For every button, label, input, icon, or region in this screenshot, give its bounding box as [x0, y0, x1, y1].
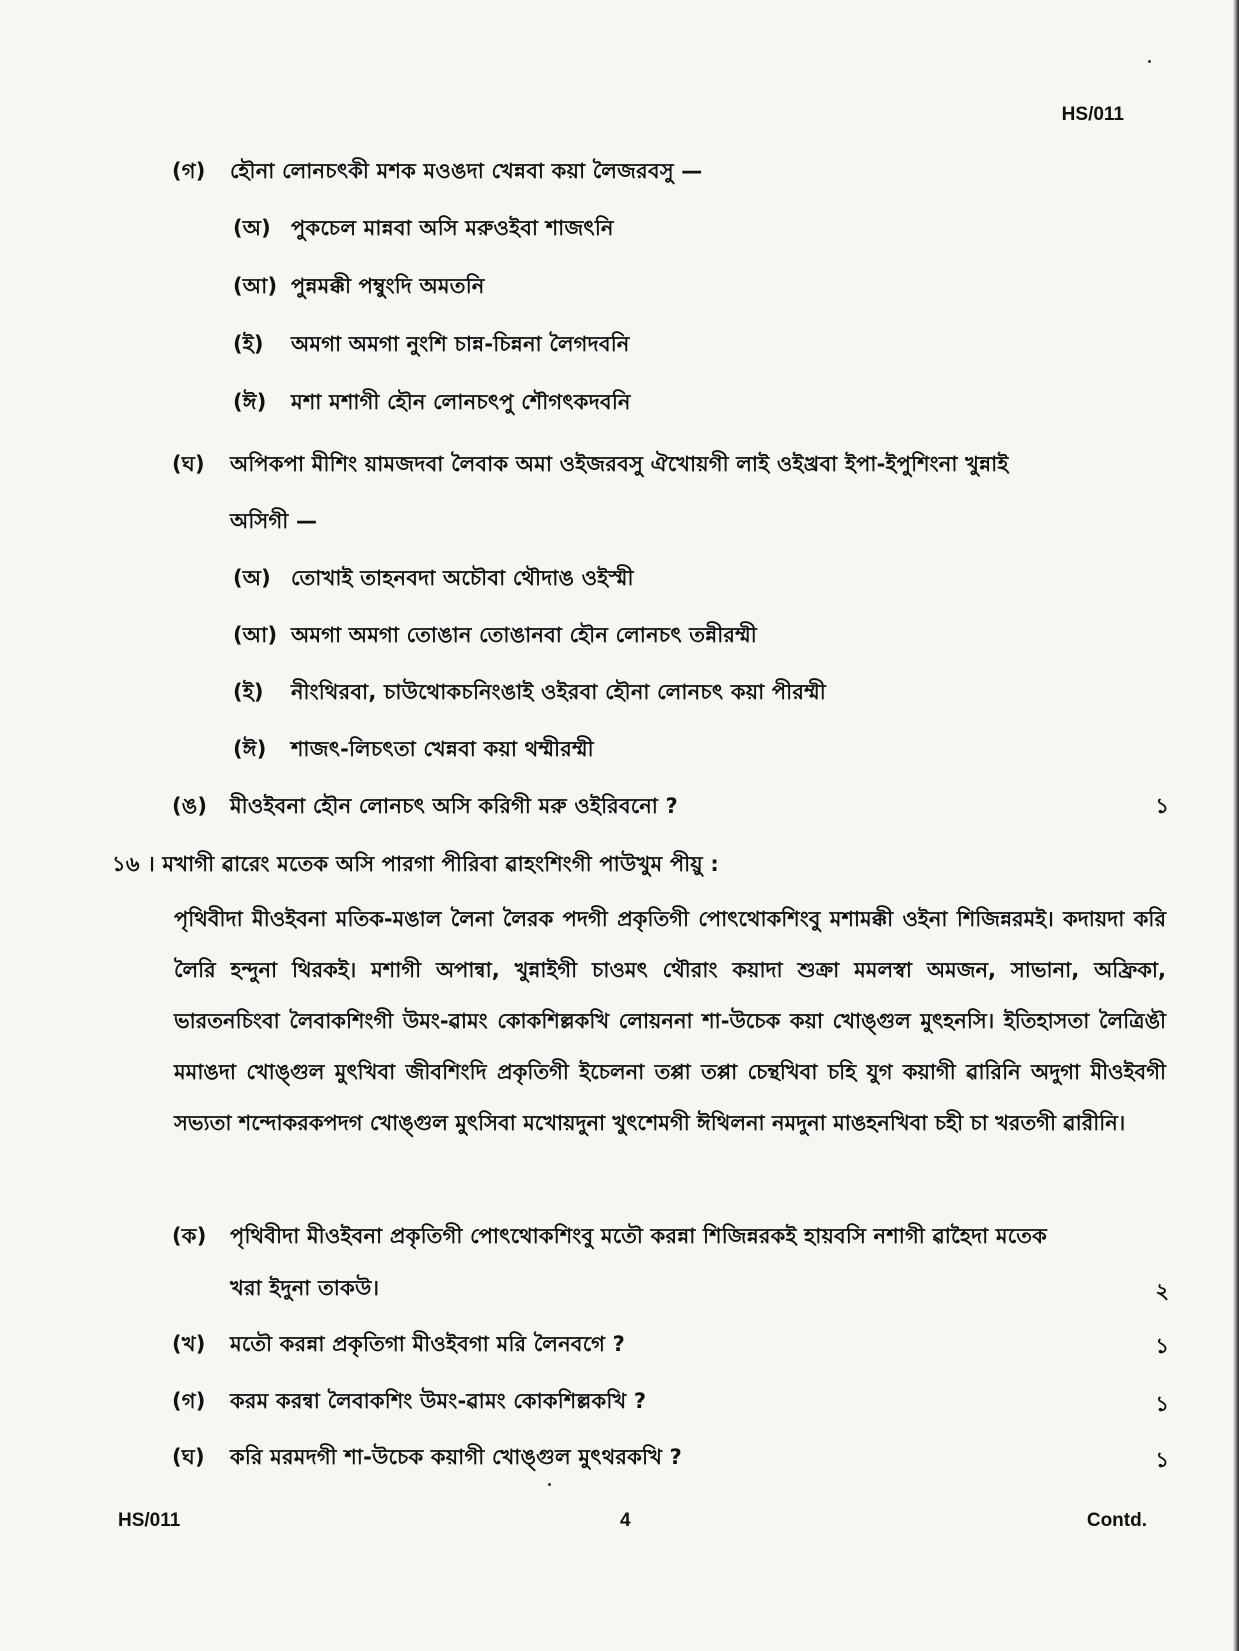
header-paper-code: HS/011	[1061, 104, 1124, 125]
q15-gha-option	[233, 676, 826, 711]
q16-gha-marks: ১	[1155, 1448, 1169, 1472]
q15-nga-stem	[172, 790, 678, 825]
q16-number: ১৬ ।	[112, 852, 155, 876]
question-text: করম করন্বা লৈবাকশিং উমং-ৱামং কোকশিল্লকখি ?	[230, 1389, 647, 1413]
footer-page-number: 4	[620, 1510, 631, 1531]
q16-gha-stem	[172, 1441, 682, 1476]
q16-ka-text-line2: খরা ইদুনা তাকউ।	[230, 1276, 380, 1300]
option-label: (ঈ)	[233, 737, 267, 761]
scan-edge-shadow	[1233, 0, 1239, 1651]
q15-gha-stem	[172, 448, 1009, 483]
q15-ga-option	[233, 212, 614, 247]
footer-paper-code: HS/011	[118, 1510, 181, 1531]
q15-ga-text: হৌনা লোনচৎকী মশক মওঙদা খেন্নবা কয়া লৈজরবসু —	[230, 159, 703, 183]
q16-kha-stem	[172, 1328, 625, 1363]
q15-ga-stem	[172, 155, 703, 190]
scan-speck	[548, 1483, 551, 1486]
question-label: (ক)	[172, 1224, 207, 1248]
option-text: পুকচেল মান্নবা অসি মরুওইবা শাজৎনি	[291, 216, 614, 240]
option-text: অমগা অমগা নুংশি চান্ন-চিন্ননা লৈগদবনি	[291, 332, 630, 356]
q15-ga-option	[233, 270, 484, 305]
option-text: শাজৎ-লিচৎতা খেন্নবা কয়া থম্মীরম্মী	[291, 737, 594, 761]
q15-gha-option	[233, 619, 757, 654]
option-text: নীংথিরবা, চাউথোকচনিংঙাই ওইরবা হৌনা লোনচৎ কয়া পীরম্মী	[291, 680, 826, 704]
q15-gha-text-line1: অপিকপা মীশিং য়ামজদবা লৈবাক অমা ওইজরবসু ঐখোয়গী লাই ওইখ্রবা ইপা-ইপুশিংনা খুন্নাই	[230, 452, 1009, 476]
q15-ga-option	[233, 386, 631, 421]
q15-gha-option	[233, 733, 594, 768]
option-label: (ই)	[233, 680, 264, 704]
q15-ga-option	[233, 328, 630, 363]
q15-nga-marks: ১	[1155, 794, 1169, 818]
option-text: পুন্নমক্কী পম্বুংদি অমতনি	[291, 274, 485, 298]
q16-passage: পৃথিবীদা মীওইবনা মতিক-মঙাল লৈনা লৈরক পদগী প্রকৃতিগী পোৎথোকশিংবু মশামক্কী ওইনা শিজিন্নরমই। কদায়দা করি লৈরি হন্দুনা থিরকই। মশাগী অপান্বা, খুন্নাইগী চাওমৎ থৌরাং কয়াদা শুক্রা মমলস্বা অমজন, সাভানা, অফ্রিকা, ভারতনচিংবা লৈবাকশিংগী উমং-ৱামং কোকশিল্লকখি লোয়ননা শা-উচেক কয়া খোঙ্গুল মুৎহনসি। ইতিহাসতা লৈত্রিঙৗ মমাঙদা খোঙ্গুল মুৎখিবা জীবশিংদি প্রকৃতিগী ইচেলনা তপ্পা তপ্পা চেন্থখিবা চহি যুগ কয়াগী ৱারিনি অদুগা মীওইবগী সভ্যতা শন্দোকরকপদগ খোঙ্গুল মুৎসিবা মখোয়দুনা খুৎশেমগী ঈথিলনা নমদুনা মাঙহনখিবা চহী চা খরতগী ৱারীনি।	[174, 907, 1166, 1135]
question-text: মতৌ করন্না প্রকৃতিগা মীওইবগা মরি লৈনবগে ?	[230, 1332, 625, 1356]
question-label: (ঘ)	[172, 1445, 205, 1469]
q15-gha-option	[233, 562, 634, 597]
q15-gha-text-line2: অসিগী —	[230, 509, 318, 533]
question-label: (খ)	[172, 1332, 206, 1356]
q15-gha-label: (ঘ)	[172, 452, 205, 476]
q16-ga-stem	[172, 1385, 646, 1420]
option-text: মশা মশাগী হৌন লোনচৎপু শৌগৎকদবনি	[291, 390, 631, 414]
q16-heading	[112, 848, 719, 883]
q16-kha-marks: ১	[1155, 1334, 1169, 1358]
option-label: (অ)	[233, 216, 271, 240]
option-label: (অ)	[233, 566, 271, 590]
footer-contd: Contd.	[1086, 1510, 1147, 1531]
option-label: (আ)	[233, 623, 278, 647]
q16-ka-marks: ২	[1155, 1279, 1169, 1303]
q15-nga-label: (ঙ)	[172, 794, 208, 818]
question-text-line1: পৃথিবীদা মীওইবনা প্রকৃতিগী পোৎথোকশিংবু মতৌ করন্না শিজিন্নরকই হায়বসি নশাগী ৱাহৈদা মতেক	[230, 1224, 1048, 1248]
q16-instruction: মখাগী ৱারেং মতেক অসি পারগা পীরিবা ৱাহংশিংগী পাউখুম পীয়ু :	[162, 852, 719, 876]
q16-ga-marks: ১	[1155, 1392, 1169, 1416]
option-text: অমগা অমগা তোঙান তোঙানবা হৌন লোনচৎ তন্নীরম্মী	[291, 623, 757, 647]
q16-ka-stem	[172, 1220, 1047, 1255]
option-label: (ই)	[233, 332, 264, 356]
option-text: তোখাই তাহনবদা অচৌবা থৌদাঙ ওইস্মী	[291, 566, 634, 590]
option-label: (ঈ)	[233, 390, 267, 414]
question-label: (গ)	[172, 1389, 206, 1413]
q15-nga-text: মীওইবনা হৌন লোনচৎ অসি করিগী মরু ওইরিবনো ?	[230, 794, 678, 818]
option-label: (আ)	[233, 274, 278, 298]
scan-speck	[1148, 60, 1151, 63]
q15-ga-label: (গ)	[172, 159, 206, 183]
question-text: করি মরমদগী শা-উচেক কয়াগী খোঙ্গুল মুৎথরকখি ?	[230, 1445, 682, 1469]
